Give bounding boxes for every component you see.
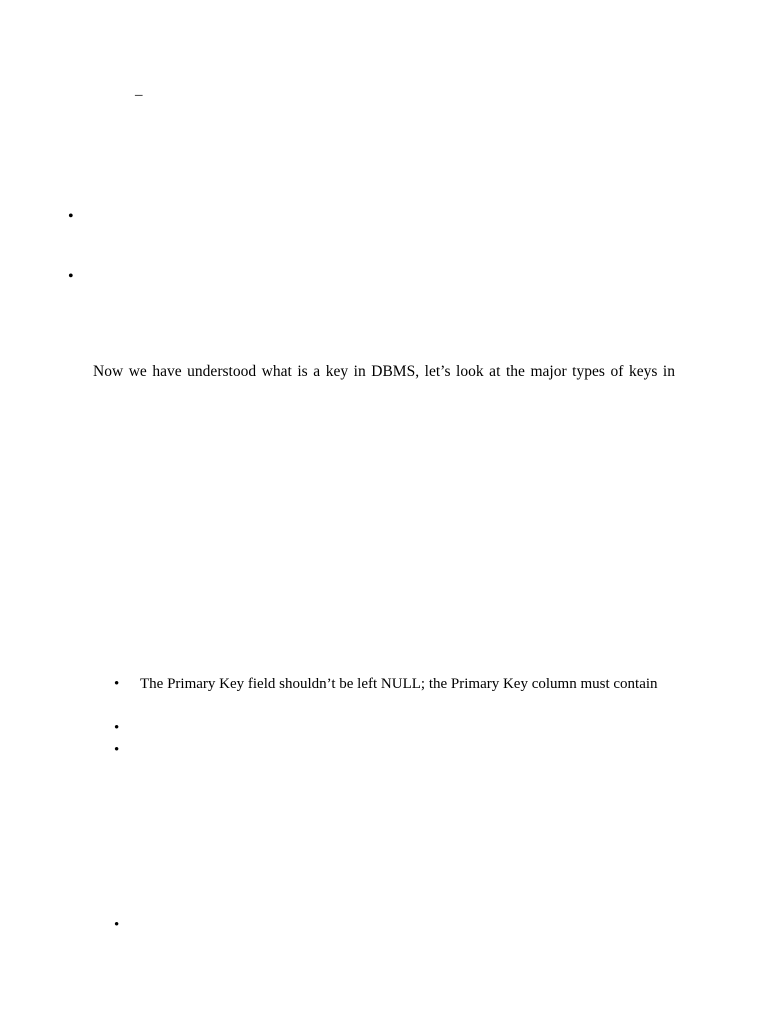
bullet-dot: •: [114, 720, 120, 736]
bullet-dot: •: [114, 742, 120, 758]
bullet-dot: •: [114, 917, 120, 933]
list-item: [114, 718, 140, 738]
intro-paragraph: Now we have understood what is a key in DBMS, let’s look at the major types of keys in: [93, 363, 675, 380]
bullet-dot: •: [114, 676, 120, 692]
list-item: [114, 674, 658, 694]
list-item: [114, 740, 140, 760]
list-item-text: The Primary Key field shouldn’t be left NULL; the Primary Key column must contain: [140, 676, 658, 692]
bullet-dot: •: [68, 268, 74, 285]
dash-mark: –: [135, 87, 143, 103]
bullet-item: [68, 207, 74, 227]
bullet-item: [68, 267, 74, 287]
bullet-dot: •: [68, 208, 74, 225]
list-item: [114, 915, 140, 935]
